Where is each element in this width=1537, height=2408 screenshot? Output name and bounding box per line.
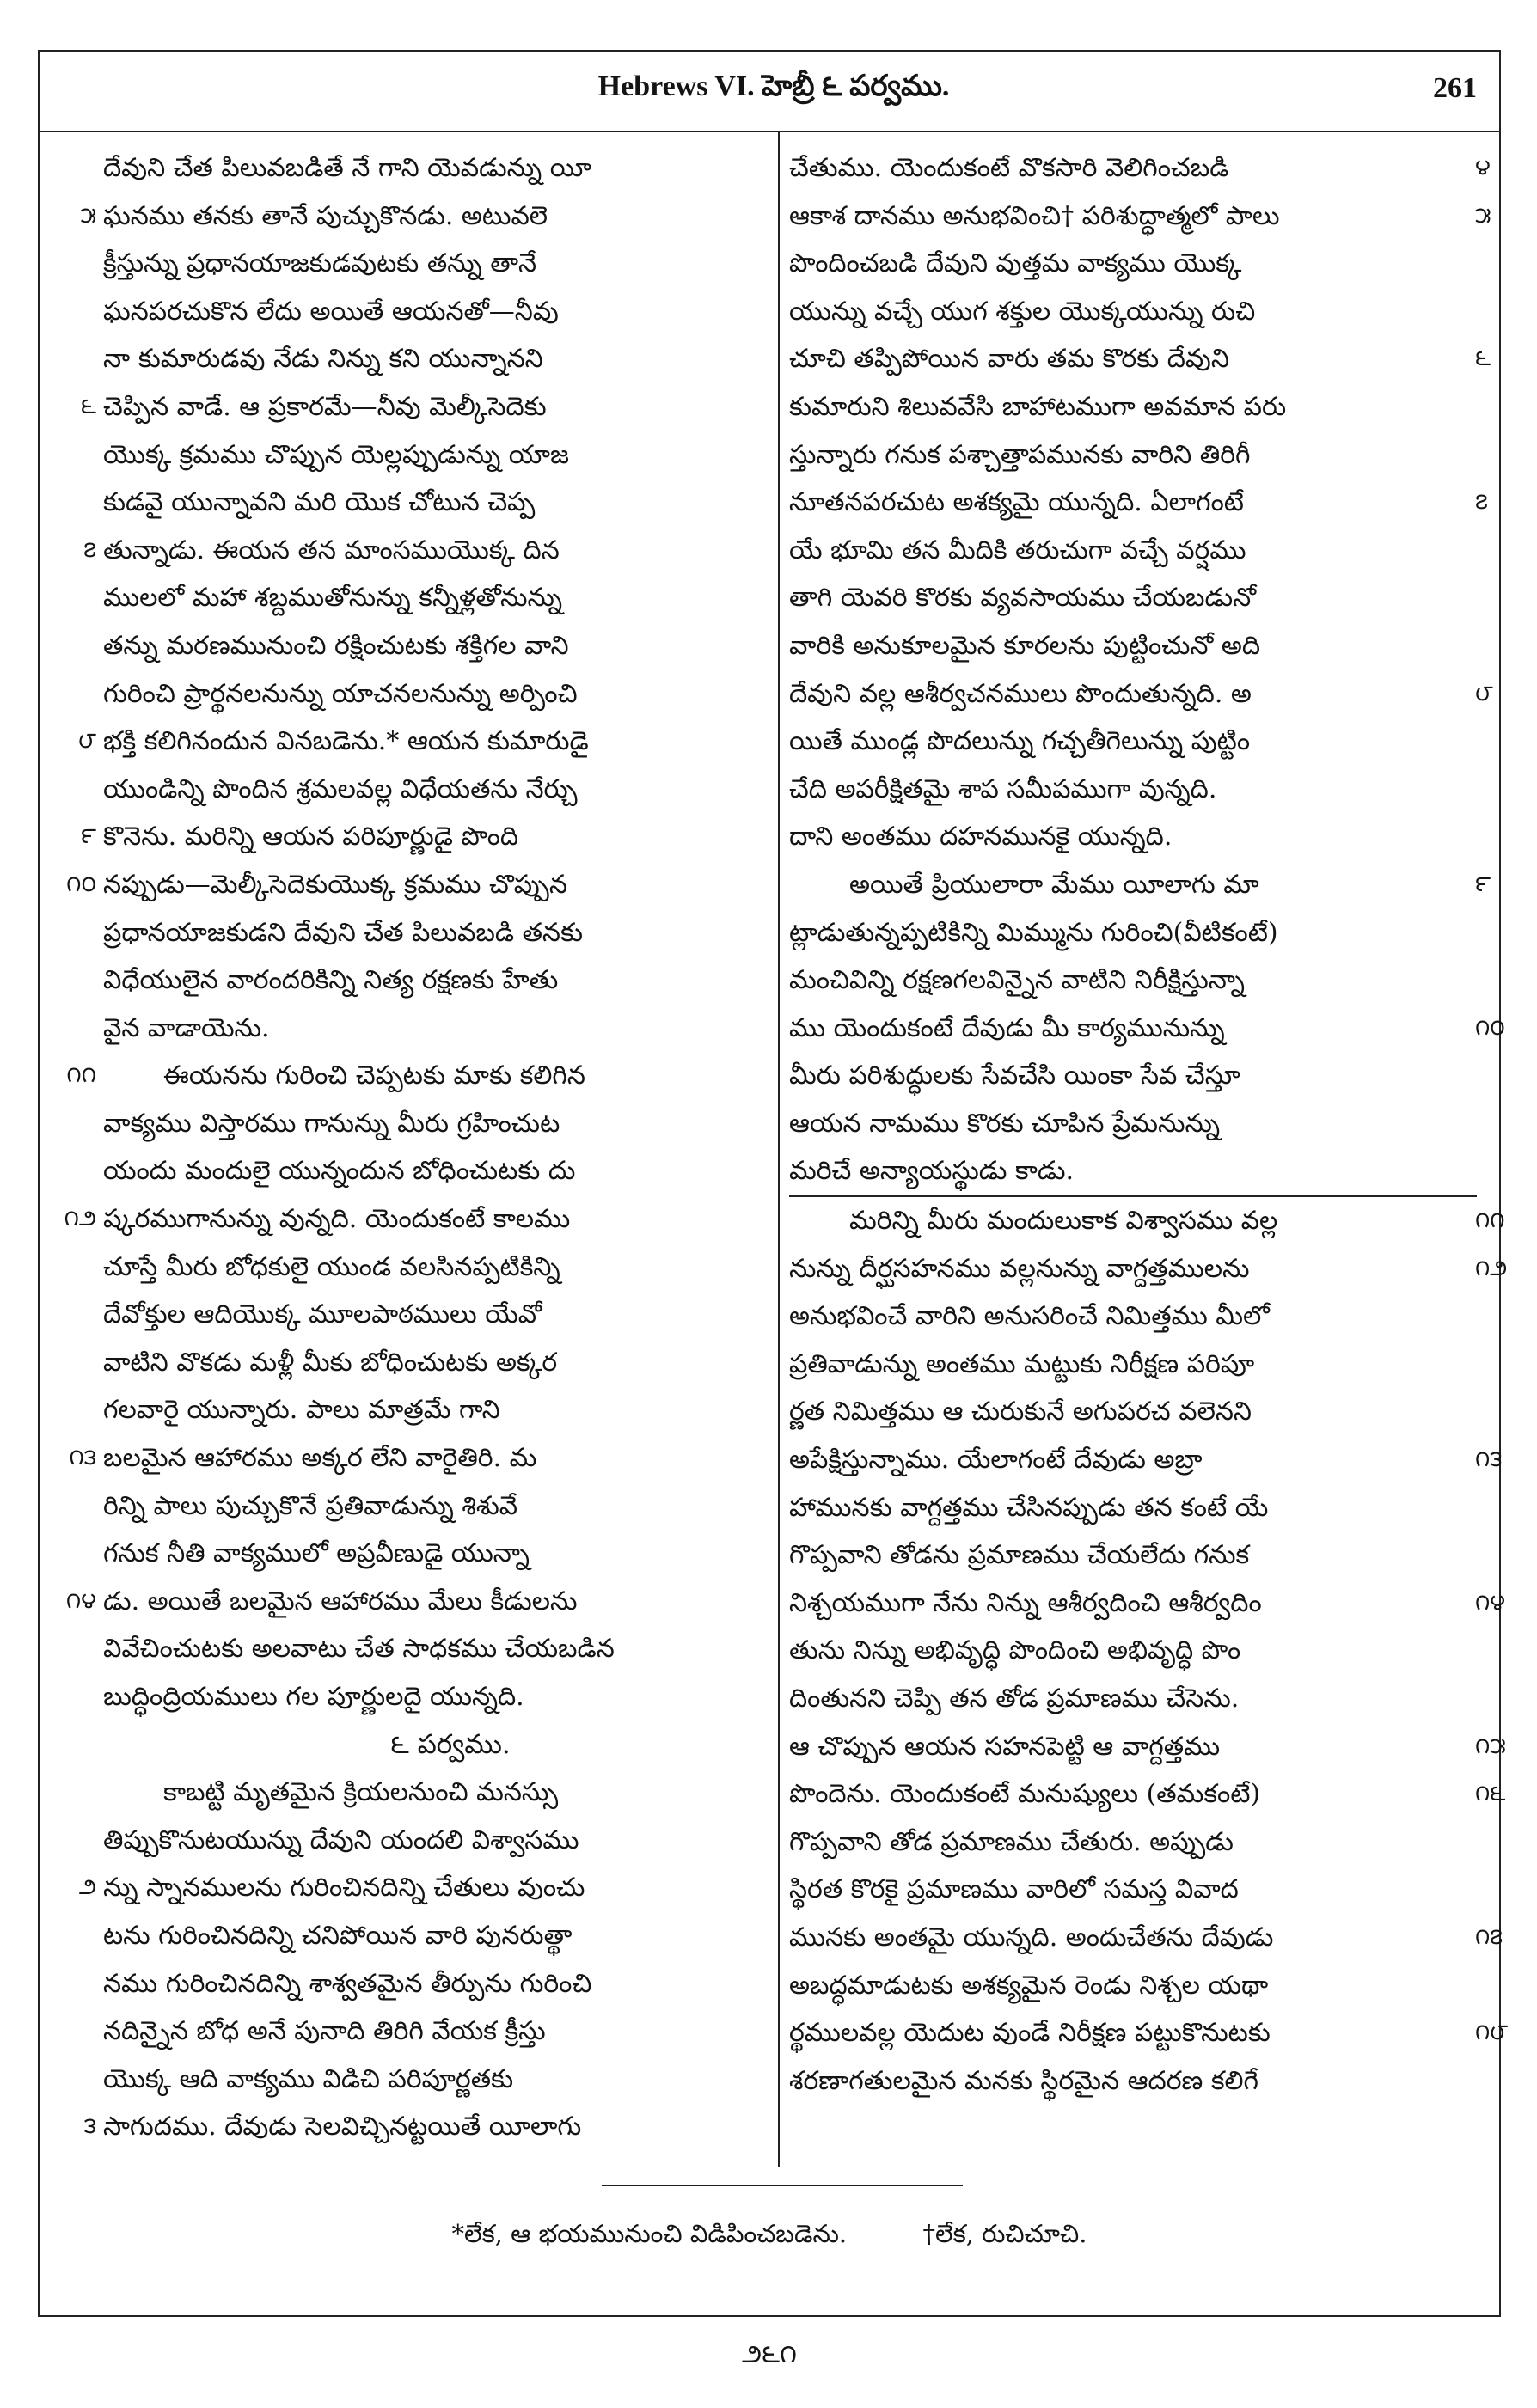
line-text: న్ను స్నానములను గురించినదిన్ని చేతులు వుంచు [103,1873,585,1904]
text-line [64,1195,798,1244]
line-text: నిశ్చయముగా నేను నిన్ను ఆశీర్వదించి ఆశీర్వదిం [789,1587,1262,1618]
line-text: కుడవై యున్నావని మరి యొక చోటున చెప్ప [103,487,536,518]
right-column [789,144,1509,2105]
text-line [103,574,798,622]
line-text: స్తున్నారు గనుక పశ్చాత్తాపమునకు వారిని తిరిగీ [789,439,1251,470]
line-text: కాబట్టి మృతమైన క్రియలనుంచి మనస్సు [163,1777,559,1808]
footnote-2: †లేక, రుచిచూచి. [922,2219,1087,2248]
text-line [789,1341,1477,1389]
line-text: దేవోక్తుల ఆదియొక్క మూలపాఠములు యేవో [103,1299,542,1330]
line-text: నప్పుడు—మెల్కీసెదెకుయొక్క క్రమము చొప్పున [103,869,567,900]
line-text: క్రీస్తున్ను ప్రధానయాజకుడవుటకు తన్ను తానే [103,248,537,279]
text-line [103,288,798,336]
text-line [103,766,798,814]
text-line [789,1580,1506,1628]
line-text: బుద్ధింద్రియములు గల పూర్ణులదై యున్నది. [103,1682,524,1712]
text-line [103,1912,798,1960]
line-text: అపేక్షిస్తున్నాము. యేలాగంటే దేవుడు అబ్రా [789,1445,1203,1476]
line-text: మునకు అంతమై యున్నది. అందుచేతను దేవుడు [789,1922,1274,1953]
text-line [83,2103,798,2151]
line-text: గనుక నీతి వాక్యములో అప్రవీణుడై యున్నా [103,1538,530,1569]
text-line [789,1436,1503,1484]
text-line [80,813,798,861]
line-text: మరిచే అన్యాయస్థుడు కాడు. [789,1156,1075,1187]
text-line [789,909,1477,957]
line-text: ష్కరముగానున్ను వున్నది. యెందుకంటే కాలము [103,1204,571,1235]
line-text: నదిన్నైన బోధ అనే పునాది తిరిగి వేయక క్రీస్తు [103,2016,546,2047]
text-line [789,1245,1508,1293]
line-text: ఆకాశ దానము అనుభవించి† పరిశుద్ధాత్మలో పాలు [789,200,1280,231]
text-line [103,1291,798,1339]
line-text: యొక్క ఆది వాక్యము విడిచి పరిపూర్ణతకు [103,2063,514,2094]
line-text: దాని అంతము దహనమునకై యున్నది. [789,822,1173,853]
text-line [103,1625,798,1673]
line-text: మీరు పరిశుద్ధులకు సేవచేసి యింకా సేవ చేస్తూ [789,1060,1240,1091]
verse-number: ౬ [1475,345,1491,372]
verse-number: ౧౩ [1475,1446,1503,1473]
text-line [789,2057,1477,2105]
line-text: యందు మందులై యున్నందున బోధించుటకు దు [103,1156,576,1187]
text-line [789,527,1477,575]
text-line [103,479,798,527]
text-line [789,1005,1505,1053]
verse-number: ౮ [78,728,96,755]
line-text: ౬ పర్వము. [390,1728,511,1760]
signature-mark: ౨౬౧ [741,2339,798,2369]
text-line [789,1914,1503,1962]
verse-number: ౮ [1475,680,1493,706]
text-line [66,1052,798,1100]
text-line [78,1864,798,1912]
line-text: యొక్క క్రమము చొప్పున యెల్లప్పుడున్ను యాజ [103,439,569,470]
page-title: Hebrews VI. హెబ్రీ ౬ పర్వము. [597,70,950,102]
text-line [789,1052,1477,1100]
verse-number: ౭ [1475,489,1488,516]
footnotes [38,2219,1501,2255]
text-line [789,193,1491,241]
verse-number: ౧౧ [66,1062,96,1089]
text-line [103,622,798,670]
line-text: నా కుమారుడవు నేడు నిన్ను కని యున్నానని [103,344,543,375]
text-line [103,1147,798,1195]
line-text: చేతుము. యెందుకంటే వొకసారి వెలిగించబడి [789,153,1229,183]
verse-number: ౪ [1475,155,1491,180]
line-text: డు. అయితే బలమైన ఆహారము మేలు కీడులను [103,1586,578,1617]
text-line [83,527,798,575]
line-text: ర్థములవల్ల యెదుట వుండే నిరీక్షణ పట్టుకొనుటకు [789,2018,1271,2049]
line-text: వివేచించుటకు అలవాటు చేత సాధకము చేయబడిన [103,1634,615,1665]
line-text: యితే ముండ్ల పొదలున్ను గచ్చతీగెలున్ను పుట్టిం [789,726,1251,757]
line-text: అబద్ధమాడుటకు అశక్యమైన రెండు నిశ్చల యథా [789,1970,1269,2001]
line-text: చూస్తే మీరు బోధకులై యుండ వలసినప్పటికిన్ని [103,1251,560,1282]
header-rule [38,131,1501,132]
text-line [789,1388,1477,1436]
line-text: కొనెను. మరిన్ని ఆయన పరిపూర్ణుడై పొంది [103,822,519,853]
page-number: 261 [1433,72,1477,104]
text-line [789,1100,1477,1148]
line-text: భక్తి కలిగినందున వినబడెను.* ఆయన కుమారుడై [103,726,589,757]
text-line [789,766,1477,814]
verse-number: ౧౩ [69,1445,96,1471]
line-text: ర్ణత నిమిత్తము ఆ చురుకునే అగుపరచ వలెనని [789,1397,1252,1427]
line-text: గలవారై యున్నారు. పాలు మాత్రమే గాని [103,1395,500,1426]
line-text: ఆ చొప్పున ఆయన సహనపెట్టి ఆ వాగ్దత్తము [789,1731,1221,1762]
text-line [103,2008,798,2056]
footnote-rule [602,2185,963,2186]
verse-number: ౧౦ [66,871,96,897]
line-text: మంచివిన్ని రక్షణగలవిన్నైన వాటిని నిరీక్షిస్తున్నా [789,965,1245,996]
text-line [789,1866,1477,1914]
line-text: నున్ను దీర్ఘసహనము వల్లనున్ను వాగ్దత్తములను [789,1253,1250,1284]
line-text: గొప్పవాని తోడ ప్రమాణము చేతురు. అప్పుడు [789,1826,1234,1857]
text-line [789,1484,1477,1532]
line-text: తన్ను మరణమునుంచి రక్షించుటకు శక్తిగల వాని [103,630,569,661]
line-text: యున్ను వచ్చే యుగ శక్తుల యొక్కయున్ను రుచి [789,296,1256,327]
text-line [789,574,1477,622]
line-text: యే భూమి తన మీదికి తరుచుగా వచ్చే వర్షము [789,535,1246,565]
text-line [789,622,1477,670]
text-line [789,431,1477,480]
text-line [103,240,798,288]
text-line [103,2056,798,2104]
line-text: గొప్పవాని తోడను ప్రమాణము చేయలేదు గనుక [789,1540,1250,1571]
text-line [103,1769,798,1817]
line-text: వాటిని వొకడు మళ్లీ మీకు బోధించుటకు అక్కర [103,1347,558,1378]
line-text: గురించి ప్రార్థనలనున్ను యాచనలనున్ను అర్పించి [103,678,578,709]
line-text: అనుభవించే వారిని అనుసరించే నిమిత్తము మీలో [789,1301,1270,1332]
line-text: చేది అపరీక్షితమై శాప సమీపముగా వున్నది. [789,773,1217,804]
line-text: విధేయులైన వారందరికిన్ని నిత్య రక్షణకు హేతు [103,965,559,996]
line-text: వైన వాడాయెను. [103,1012,270,1043]
text-line [103,1960,798,2008]
line-text: ప్రతివాడున్ను అంతము మట్టుకు నిరీక్షణ పరిపూ [789,1348,1255,1379]
text-line [80,383,798,431]
text-line [789,813,1477,861]
line-text: కుమారుని శిలువవేసి బాహాటముగా అవమాన పరు [789,391,1287,422]
line-text: సాగుదము. దేవుడు సెలవిచ్చినట్టయితే యీలాగు [103,2112,582,2142]
left-column [64,144,798,2151]
line-text: రిన్ని పాలు పుచ్చుకొనే ప్రతివాడున్ను శిశువే [103,1490,518,1521]
text-line [66,861,798,909]
text-line [789,479,1488,527]
line-text: ట్లాడుతున్నప్పటికిన్ని మిమ్మును గురించి(వీటికంటే) [789,917,1278,948]
line-text: ము యెందుకంటే దేవుడు మీ కార్యమునున్ను [789,1012,1225,1043]
text-line [789,1675,1477,1723]
verse-number: ౧౬ [1475,1781,1506,1807]
text-line [65,1578,798,1626]
line-text: ఘనపరచుకొన లేదు అయితే ఆయనతో—నీవు [103,296,559,327]
line-text: చెప్పిన వాడే. ఆ ప్రకారమే—నీవు మెల్కీసెదెకు [103,391,547,422]
verse-number: ౬ [80,393,96,419]
text-line [789,861,1491,909]
text-line [103,1482,798,1531]
text-line [103,1100,798,1148]
line-text: తాగి యెవరి కొరకు వ్యవసాయము చేయబడునో [789,583,1257,614]
text-line [78,718,798,766]
verse-number: ౧౪ [1475,1589,1506,1616]
verse-number: ౧౧ [1475,1207,1505,1234]
text-line [789,1962,1477,2010]
line-text: పొందెను. యెందుకంటే మనుష్యులు (తమకంటే) [789,1779,1261,1810]
text-line [103,1386,798,1434]
line-text: దేవుని చేత పిలువబడితే నే గాని యెవడున్ను యీ [103,153,591,183]
line-text: నూతనపరచుట అశక్యమై యున్నది. ఏలాగంటే [789,487,1244,518]
verse-number: ౧౨ [64,1206,96,1232]
verse-number: ౧౪ [65,1587,96,1614]
text-line [789,1723,1506,1771]
text-line [69,1434,798,1482]
line-text: అయితే ప్రియులారా మేము యీలాగు మా [849,869,1259,900]
text-line [103,956,798,1005]
text-line [103,1817,798,1865]
line-text: దింతునని చెప్పి తన తోడ ప్రమాణము చేసెను. [789,1684,1240,1714]
text-line [789,144,1491,193]
verse-number: ౫ [80,202,96,229]
line-text: నము గురించినదిన్ని శాశ్వతమైన తీర్పును గురించి [103,1968,592,1999]
text-line [103,909,798,957]
line-text: ఆయన నామము కొరకు చూపిన ప్రేమనున్ను [789,1108,1220,1139]
text-line [789,1293,1477,1341]
text-line [103,670,798,718]
text-line [103,1005,798,1053]
text-line [789,1627,1477,1675]
text-line [789,1195,1505,1245]
verse-number: ౧౭ [1475,1923,1503,1950]
line-text: మరిన్ని మీరు మందులుకాక విశ్వాసము వల్ల [849,1206,1278,1237]
verse-number: ౧౦ [1475,1014,1505,1041]
line-text: తున్నాడు. ఈయన తన మాంసముయొక్క దిన [103,535,560,565]
verse-number: ౧౨ [1475,1255,1508,1281]
text-line [789,1818,1477,1867]
line-text: బలమైన ఆహారము అక్కర లేని వారైతిరి. మ [103,1443,537,1474]
line-text: హామునకు వాగ్దత్తము చేసినప్పుడు తన కంటే యే [789,1492,1269,1523]
line-text: ఘనము తనకు తానే పుచ్చుకొనడు. అటువలె [103,200,548,231]
line-text: యుండిన్ని పొందిన శ్రమలవల్ల విధేయతను నేర్చు [103,773,578,804]
line-text: ప్రధానయాజకుడని దేవుని చేత పిలువబడి తనకు [103,917,584,948]
text-line [789,1531,1477,1580]
line-text: తును నిన్ను అభివృద్ధి పొందించి అభివృద్ధి పొం [789,1635,1241,1666]
line-text: స్థిరత కొరకై ప్రమాణము వారిలో సమస్త వివాద [789,1874,1239,1905]
line-text: వారికి అనుకూలమైన కూరలను పుట్టించునో అది [789,630,1261,661]
line-text: ములలో మహా శబ్దముతోనున్ను కన్నీళ్లతోనున్ను [103,583,562,614]
verse-number: ౨ [78,1874,96,1901]
text-line [103,1673,798,1721]
text-line [103,431,798,480]
text-line [789,670,1493,718]
text-line [789,2009,1509,2057]
verse-number: ౭ [83,536,96,563]
line-text: ఈయనను గురించి చెప్పటకు మాకు కలిగిన [163,1060,585,1091]
text-line [789,383,1477,431]
line-text: పొందించబడి దేవుని వుత్తమ వాక్యము యొక్క [789,248,1242,279]
text-line [103,144,798,193]
footnote-1: *లేక, ఆ భయమునుంచి విడిపించబడెను. [451,2219,848,2248]
verse-number: ౧౮ [1475,2020,1509,2046]
text-line [789,718,1477,766]
line-text: తిప్పుకొనుటయున్ను దేవుని యందలి విశ్వాసము [103,1824,579,1855]
line-text: టను గురించినదిన్ని చనిపోయిన వారి పునరుత్థా [103,1920,573,1951]
text-line [103,1244,798,1292]
text-line [103,1530,798,1578]
text-line [789,1147,1477,1195]
verse-number: ౯ [1475,871,1491,897]
line-text: వాక్యము విస్తారము గానున్ను మీరు గ్రహించుట [103,1108,560,1139]
verse-number: ౯ [80,823,96,850]
section-heading [103,1721,798,1769]
line-text: దేవుని వల్ల ఆశీర్వచనములు పొందుతున్నది. అ [789,678,1252,709]
text-line [789,956,1477,1005]
text-line [789,240,1477,288]
verse-number: ౩ [83,2113,96,2140]
verse-number: ౫ [1475,202,1491,229]
text-line [789,1770,1506,1818]
line-text: శరణాగతులమైన మనకు స్థిరమైన ఆదరణ కలిగే [789,2065,1258,2096]
line-text: చూచి తప్పిపోయిన వారు తమ కొరకు దేవుని [789,344,1229,375]
text-line [103,335,798,383]
text-line [789,288,1477,336]
verse-number: ౧౫ [1475,1733,1506,1759]
text-line [103,1339,798,1387]
text-line [789,335,1491,383]
text-line [80,193,798,241]
